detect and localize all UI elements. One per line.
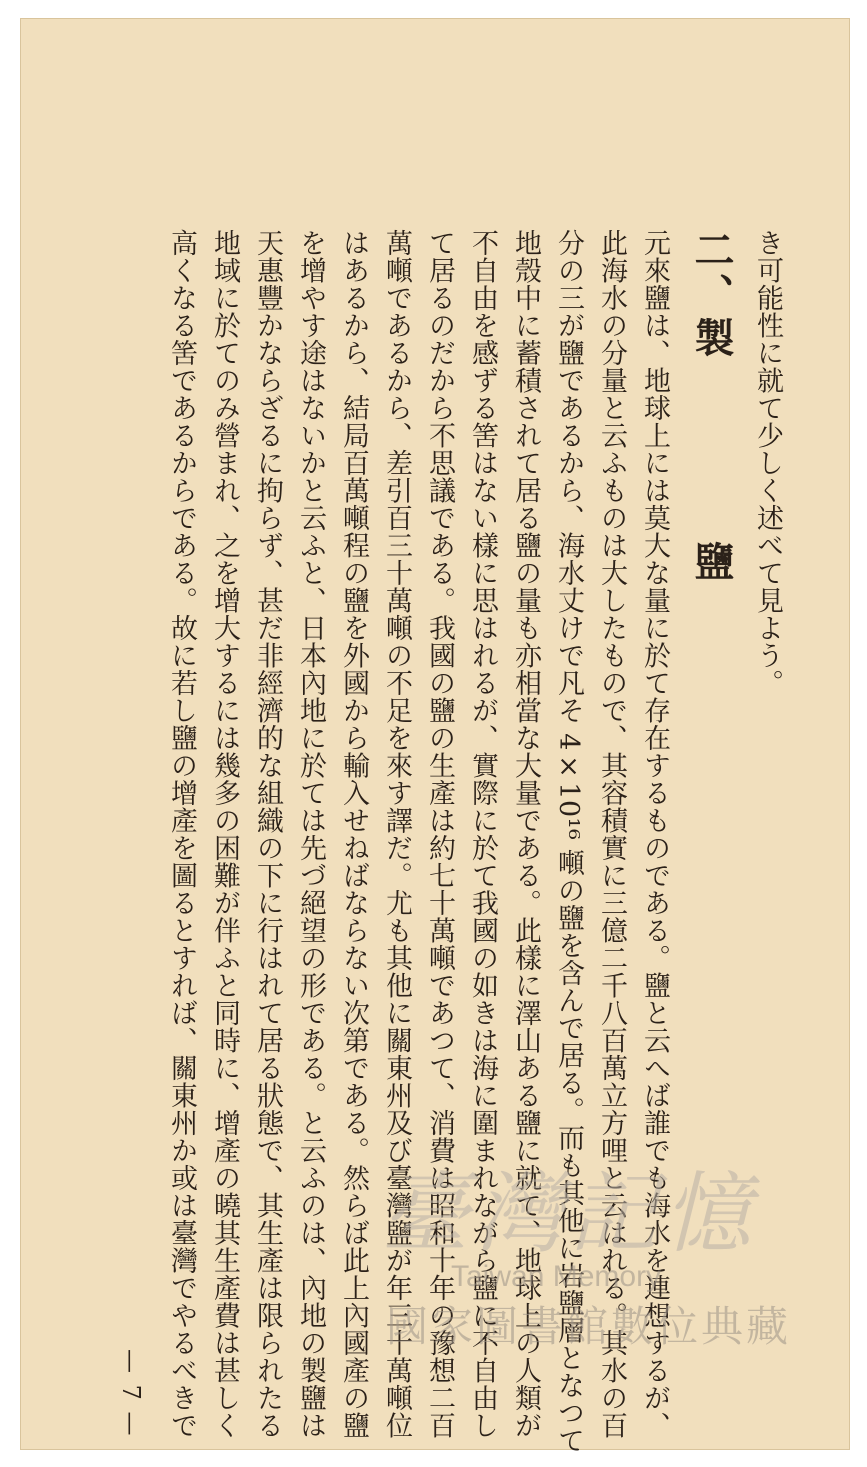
text-line: 此海水の分量と云ふものは大したもので、其容積實に三億二千八百萬立方哩と云はれる。其水の百 [596, 229, 627, 1439]
page-number: — 7 — [117, 1349, 145, 1438]
text-line: 地殼中に蓄積されて居る鹽の量も亦相當な大量である。此樣に澤山ある鹽に就て、地球上の人類が [510, 229, 541, 1439]
text-line: はあるから、結局百萬噸程の鹽を外國から輸入せねばならない次第である。然らば此上內國產の鹽 [338, 229, 369, 1439]
text-line: 元來鹽は、地球上には莫大な量に於て存在するものである。鹽と云へば誰でも海水を連想するが、 [639, 229, 670, 1439]
watermark-logo-chars: 臺灣記憶 [381, 1162, 758, 1265]
heading-char-2: 鹽 [688, 541, 735, 585]
watermark-chinese: 國家圖書館數位典藏 [386, 1302, 792, 1351]
text-line: を增やす途はないかと云ふと、日本內地に於ては先づ絕望の形である。と云ふのは、內地の製鹽は [295, 229, 326, 1439]
text-line: 不自由を感ずる筈はない樣に思はれるが、實際に於て我國の如きは海に圍まれながら鹽に不自由し [467, 229, 498, 1439]
text-line: き可能性に就て少しく述べて見よう。 [752, 229, 783, 697]
text-line: 萬噸であるから、差引百三十萬噸の不足を來す譯だ。尤も其他に關東州及び臺灣鹽が年三十萬噸位 [381, 229, 412, 1439]
text-line: 分の三が鹽であるから、海水丈けで凡そ 4×10¹⁶ 噸の鹽を含んで居る。而も其他に岩鹽層となつて [553, 229, 584, 1455]
text-line: 高くなる筈であるからである。故に若し鹽の增產を圖るとすれば、關東州か或は臺灣でやるべきで [166, 229, 197, 1439]
book-page [20, 18, 850, 1455]
library-watermark [381, 1144, 831, 1354]
text-line: 地域に於てのみ營まれ、之を增大するには幾多の困難が伴ふと同時に、增產の曉其生產費は甚しく [209, 229, 240, 1439]
heading-number: 二、 [688, 229, 735, 317]
watermark-english: Taiwan Memory [451, 1260, 662, 1293]
text-line: 天惠豐かならざるに拘らず、甚だ非經濟的な組織の下に行はれて居る狀態で、其生產は限られたる [252, 229, 283, 1439]
heading-char-1: 製 [688, 317, 735, 361]
text-line: て居るのだから不思議である。我國の鹽の生產は約七十萬噸であつて、消費は昭和十年の豫想二百 [424, 229, 455, 1439]
